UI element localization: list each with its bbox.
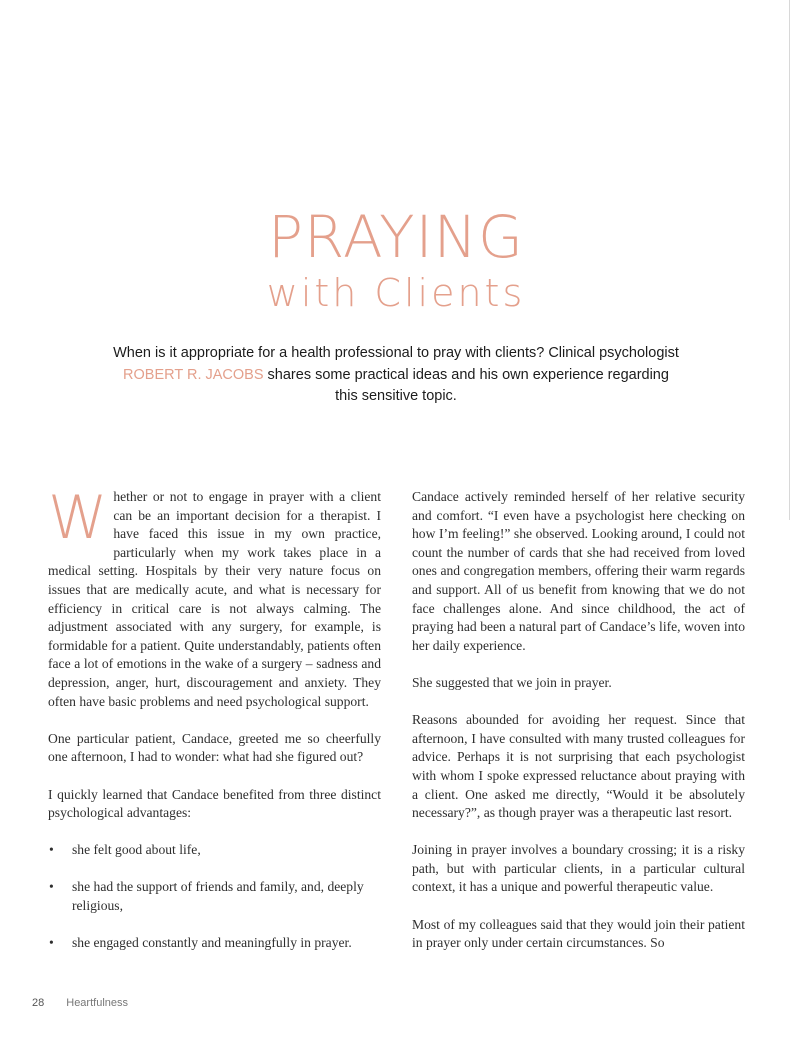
right-column	[412, 488, 745, 971]
list-item: • she engaged constantly and meaningfully in prayer.	[48, 934, 381, 953]
title-main: PRAYING	[268, 203, 524, 271]
publication-name: Heartfulness	[66, 997, 129, 1009]
author-name: ROBERT R. JACOBS	[123, 366, 264, 383]
intro-text-start: When is it appropriate for a health professional to pray with clients? Clinical psychologist	[113, 345, 679, 361]
left-column	[48, 483, 381, 971]
drop-cap: W	[48, 483, 108, 553]
paragraph: One particular patient, Candace, greeted me so cheerfully one afternoon, I had to wonder: what had she figured out?	[48, 730, 381, 765]
article-intro	[110, 343, 682, 408]
paragraph: Most of my colleagues said that they would join their patient in prayer only under certain circumstances. So	[412, 916, 745, 951]
paragraph: Joining in prayer involves a boundary crossing; it is a risky path, but with particular clients, in a particular cultural context, it has a unique and powerful therapeutic value.	[412, 842, 745, 895]
advantages-list	[48, 841, 381, 953]
page-number: 28	[32, 997, 45, 1009]
paragraph: Candace actively reminded herself of her relative security and comfort. “I even have a psychologist here checking on how I’m feeling!” she observed. Looking around, I could not count the number of cards that she had received from loved ones and congregation members, offering their warm regards and support. All of us benefit from knowing that we do not face challenges alone. And since childhood, the act of praying had been a natural part of Candace’s life, woven into her daily experience.	[412, 489, 745, 653]
paragraph: Reasons abounded for avoiding her request. Since that afternoon, I have consulted with many trusted colleagues for advice. Perhaps it is not surprising that each psychologist with whom I spoke expressed reluctance about praying with a client. One asked me directly, “Would it be absolutely necessary?”, as though prayer was a therapeutic last resort.	[412, 712, 745, 821]
page-footer	[32, 997, 128, 1009]
list-item: • she had the support of friends and family, and, deeply religious,	[48, 878, 381, 915]
paragraph-text: hether or not to engage in prayer with a client can be an important decision for a therapist. I have faced this issue in my own practice, particularly when my work takes place in a medical setting. Hospitals by their very nature focus on issues that are medically acute, and what is necessary for efficiency in critical care is not always calming. The adjustment associated with any surgery, for example, is formidable for a patient. Quite understandably, patients often face a lot of emotions in the wake of a surgery – sadness and depression, anger, hurt, discouragement and anxiety. They often have basic problems and need psychological support.	[48, 489, 381, 709]
article-title	[0, 205, 792, 315]
title-subtitle: with Clients	[266, 271, 526, 315]
paragraph: She suggested that we join in prayer.	[412, 674, 612, 690]
paragraph: I quickly learned that Candace benefited from three distinct psychological advantages:	[48, 786, 381, 821]
paragraph	[48, 483, 381, 711]
list-item: • she felt good about life,	[48, 841, 381, 860]
intro-text-end: shares some practical ideas and his own experience regarding this sensitive topic.	[263, 366, 669, 404]
